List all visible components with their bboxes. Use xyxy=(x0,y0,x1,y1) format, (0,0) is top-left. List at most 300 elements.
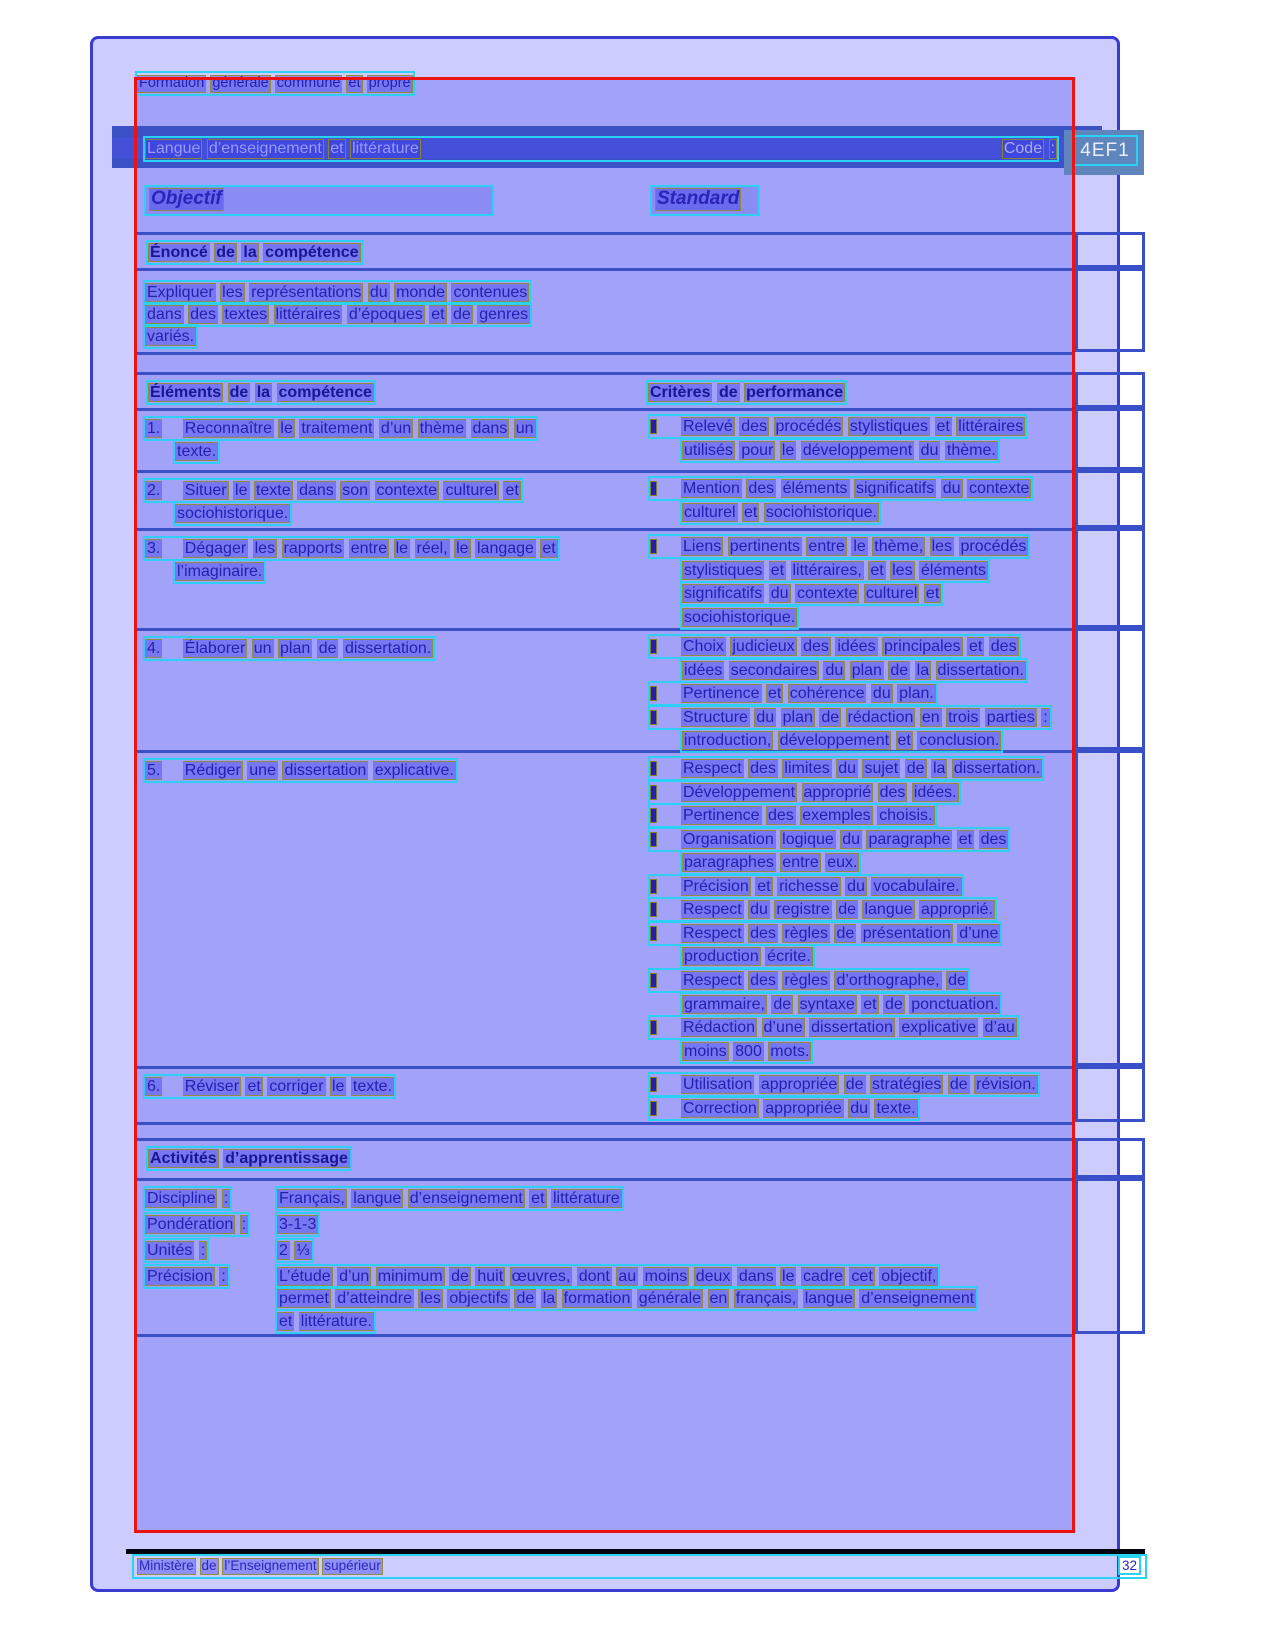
word-highlight: cadre xyxy=(802,1268,843,1285)
word-highlight: révision. xyxy=(976,1076,1036,1093)
word-highlight: de xyxy=(885,996,903,1013)
word-highlight: entre xyxy=(808,538,845,555)
annotation-box xyxy=(1075,1178,1145,1334)
word-highlight: les xyxy=(222,284,243,301)
word-highlight: plan xyxy=(782,709,813,726)
word-highlight: des xyxy=(750,972,776,989)
word-highlight: thème xyxy=(419,420,465,437)
course-title xyxy=(145,139,421,158)
word-highlight: moins xyxy=(684,1043,727,1060)
word-highlight: variés. xyxy=(147,328,195,345)
word-highlight: principales xyxy=(884,638,961,655)
word-highlight: de xyxy=(948,972,966,989)
criterion-line xyxy=(650,923,1000,944)
word-highlight: des xyxy=(750,760,776,777)
word-highlight: plan. xyxy=(899,685,934,702)
activity-field-value xyxy=(277,1266,938,1287)
word-highlight: et xyxy=(767,685,782,702)
word-highlight: idées xyxy=(837,638,876,655)
word-highlight: Correction xyxy=(683,1100,757,1117)
word-highlight: des xyxy=(990,638,1017,655)
word-highlight: Mention xyxy=(683,480,740,497)
word-highlight: la xyxy=(256,384,271,401)
word-highlight: Unités xyxy=(147,1242,193,1259)
annotation-box xyxy=(1075,408,1145,470)
word-highlight: dissertation. xyxy=(937,662,1024,679)
word-highlight: langue xyxy=(804,1290,853,1307)
word-highlight: objectif, xyxy=(881,1268,937,1285)
criterion-line xyxy=(682,946,813,967)
table-rule xyxy=(134,470,1075,473)
competence-element-line xyxy=(145,480,521,501)
table-rule xyxy=(134,232,1075,235)
word-highlight: du xyxy=(756,709,775,726)
word-highlight: procédés xyxy=(775,418,842,435)
word-highlight: pour xyxy=(741,442,774,459)
word-highlight: production xyxy=(684,948,759,965)
criterion-line xyxy=(650,707,1050,728)
word-highlight: littérature xyxy=(352,140,419,158)
word-highlight: : xyxy=(1043,709,1048,726)
criterion-line xyxy=(682,607,797,628)
word-highlight: sociohistorique. xyxy=(684,609,796,626)
word-highlight: des xyxy=(980,831,1007,848)
enonce-heading xyxy=(148,242,361,263)
word-highlight: l’Enseignement xyxy=(224,1558,317,1573)
competence-element-line xyxy=(175,441,218,462)
word-highlight: du xyxy=(842,831,861,848)
word-highlight: générale xyxy=(212,75,269,91)
word-highlight: dans xyxy=(738,1268,774,1285)
word-highlight: secondaires xyxy=(730,662,817,679)
word-highlight: de xyxy=(906,760,925,777)
word-highlight: du xyxy=(369,284,388,301)
word-highlight: Activités xyxy=(150,1150,217,1167)
word-highlight: de xyxy=(229,384,249,401)
word-highlight: d’enseignement xyxy=(409,1190,523,1207)
bullet-icon xyxy=(650,902,657,917)
page-number: 32 xyxy=(1122,1558,1138,1573)
footer-line-box xyxy=(134,1556,1145,1577)
competence-element-line xyxy=(145,638,433,659)
word-highlight: de xyxy=(516,1290,535,1307)
word-highlight: minimum xyxy=(377,1268,443,1285)
table-rule xyxy=(134,1334,1075,1337)
word-highlight: et xyxy=(897,732,911,749)
word-highlight: performance xyxy=(746,384,843,401)
word-highlight: approprié. xyxy=(920,901,994,918)
word-highlight: du xyxy=(750,901,768,918)
word-highlight: stratégies xyxy=(872,1076,942,1093)
word-highlight: de xyxy=(838,901,857,918)
word-highlight: littéraires xyxy=(958,418,1024,435)
word-highlight: littérature xyxy=(552,1190,620,1207)
word-highlight: appropriée xyxy=(765,1100,842,1117)
word-highlight: français, xyxy=(735,1290,797,1307)
word-highlight: conclusion. xyxy=(919,732,1000,749)
word-highlight: introduction, xyxy=(684,732,772,749)
word-highlight: Critères xyxy=(650,384,711,401)
word-highlight: ⅓ xyxy=(296,1242,310,1259)
word-highlight: d’une xyxy=(763,1019,803,1036)
word-highlight: texte. xyxy=(352,1078,393,1095)
word-highlight: et xyxy=(531,1190,545,1207)
word-highlight: éléments xyxy=(921,562,986,579)
word-highlight: le xyxy=(782,1268,795,1285)
criterion-line xyxy=(650,683,936,704)
word-highlight: dont xyxy=(578,1268,610,1285)
item-number: 6. xyxy=(147,1078,161,1095)
word-highlight: et xyxy=(863,996,877,1013)
item-number: 2. xyxy=(147,482,161,499)
word-highlight: compétence xyxy=(265,244,359,261)
word-highlight: réel, xyxy=(416,540,448,557)
word-highlight: dissertation. xyxy=(344,640,432,657)
code-value: 4EF1 xyxy=(1074,137,1136,164)
criterion-line xyxy=(650,899,995,920)
criterion-line xyxy=(650,829,1008,850)
word-highlight: de xyxy=(451,1268,469,1285)
bullet-icon xyxy=(650,639,657,654)
annotation-box xyxy=(1075,750,1145,1066)
enonce-line xyxy=(145,304,530,325)
activity-field-value xyxy=(277,1240,312,1261)
word-highlight: du xyxy=(825,662,844,679)
word-highlight: choisis. xyxy=(879,807,933,824)
word-highlight: grammaire, xyxy=(684,996,765,1013)
word-highlight: Élaborer xyxy=(184,640,246,657)
criterion-line xyxy=(682,1041,811,1062)
criterion-line xyxy=(682,730,1001,751)
word-highlight: Objectif xyxy=(151,188,222,209)
criterion-line xyxy=(682,994,1000,1015)
word-highlight: moins xyxy=(644,1268,688,1285)
word-highlight: et xyxy=(958,831,973,848)
word-highlight: plan xyxy=(851,662,882,679)
bullet-icon xyxy=(650,481,657,496)
word-highlight: de xyxy=(845,1076,864,1093)
word-highlight: compétence xyxy=(278,384,372,401)
annotation-box xyxy=(1075,268,1145,352)
table-rule xyxy=(134,1066,1075,1069)
table-rule xyxy=(134,408,1075,411)
criterion-line xyxy=(682,502,879,523)
enonce-line xyxy=(145,326,196,347)
word-highlight: et xyxy=(542,540,556,557)
table-rule xyxy=(134,352,1075,355)
annotation-box xyxy=(1075,372,1145,408)
word-highlight: plan xyxy=(279,640,311,657)
word-highlight: traitement xyxy=(301,420,373,437)
word-highlight: paragraphes xyxy=(684,854,774,871)
word-highlight: Relevé xyxy=(683,418,733,435)
word-highlight: d’enseignement xyxy=(208,140,322,158)
word-highlight: richesse xyxy=(779,878,839,895)
word-highlight: Reconnaître xyxy=(184,420,272,437)
competence-element-line xyxy=(175,503,290,524)
word-highlight: registre xyxy=(776,901,830,918)
word-highlight: Standard xyxy=(657,188,740,209)
word-highlight: Liens xyxy=(683,538,722,555)
word-highlight: texte. xyxy=(177,443,217,460)
word-highlight: et xyxy=(431,306,445,323)
word-highlight: en xyxy=(709,1290,728,1307)
word-highlight: et xyxy=(870,562,884,579)
word-highlight: 3-1-3 xyxy=(279,1216,317,1233)
word-highlight: logique xyxy=(782,831,834,848)
bullet-icon xyxy=(650,926,657,941)
annotation-box xyxy=(1075,528,1145,628)
word-highlight: d’un xyxy=(339,1268,370,1285)
word-highlight: d’une xyxy=(959,925,999,942)
word-highlight: et xyxy=(925,585,940,602)
word-highlight: significatifs xyxy=(684,585,763,602)
word-highlight: Français, xyxy=(279,1190,345,1207)
word-highlight: et xyxy=(757,878,771,895)
annotation-box xyxy=(1075,628,1145,750)
annotation-box xyxy=(1075,470,1145,528)
activity-field-value xyxy=(277,1311,374,1332)
word-highlight: idées. xyxy=(913,784,957,801)
word-highlight: littéraires, xyxy=(792,562,862,579)
word-highlight: de xyxy=(890,662,909,679)
bullet-icon xyxy=(650,879,657,894)
word-highlight: Rédiger xyxy=(184,762,241,779)
word-highlight: et xyxy=(744,504,758,521)
bullet-icon xyxy=(650,785,657,800)
word-highlight: le xyxy=(331,1078,345,1095)
word-highlight: l’imaginaire. xyxy=(177,563,263,580)
word-highlight: paragraphe xyxy=(868,831,951,848)
criterion-line xyxy=(650,1074,1038,1095)
word-highlight: thème, xyxy=(874,538,924,555)
word-highlight: significatifs xyxy=(856,480,935,497)
bullet-icon xyxy=(650,973,657,988)
criterion-line xyxy=(650,758,1042,779)
word-highlight: générale xyxy=(638,1290,702,1307)
word-highlight: utilisés xyxy=(684,442,733,459)
word-highlight: syntaxe xyxy=(799,996,855,1013)
standard-heading xyxy=(655,188,741,211)
word-highlight: supérieur xyxy=(324,1558,381,1573)
word-highlight: Organisation xyxy=(683,831,774,848)
word-highlight: L’étude xyxy=(279,1268,331,1285)
activity-field-label xyxy=(145,1188,230,1209)
activity-field-value xyxy=(277,1214,318,1235)
word-highlight: des xyxy=(767,807,794,824)
word-highlight: de xyxy=(949,1076,968,1093)
word-highlight: d’apprentissage xyxy=(225,1150,348,1167)
word-highlight: du xyxy=(770,585,789,602)
word-highlight: Pondération xyxy=(147,1216,234,1233)
word-highlight: et xyxy=(770,562,785,579)
word-highlight: le xyxy=(280,420,293,437)
word-highlight: d’atteindre xyxy=(337,1290,412,1307)
word-highlight: et xyxy=(279,1313,293,1330)
competence-element-line xyxy=(145,1076,394,1097)
word-highlight: limites xyxy=(784,760,830,777)
table-rule xyxy=(134,268,1075,271)
competence-element-line xyxy=(145,538,558,559)
word-highlight: 800 xyxy=(735,1043,762,1060)
word-highlight: d’un xyxy=(380,420,412,437)
word-highlight: et xyxy=(505,482,519,499)
word-highlight: règles xyxy=(784,972,828,989)
word-highlight: éléments xyxy=(782,480,848,497)
word-highlight: Langue xyxy=(147,140,201,158)
word-highlight: de xyxy=(821,709,840,726)
word-highlight: Précision xyxy=(147,1268,213,1285)
word-highlight: Dégager xyxy=(184,540,247,557)
word-highlight: propre xyxy=(368,75,411,91)
annotation-box xyxy=(1075,1066,1145,1122)
annotation-box xyxy=(1075,1138,1145,1178)
title-bar-line-box xyxy=(145,138,1057,160)
word-highlight: le xyxy=(456,540,469,557)
word-highlight: vocabulaire. xyxy=(873,878,960,895)
word-highlight: dans xyxy=(147,306,182,323)
word-highlight: et xyxy=(247,1078,261,1095)
word-highlight: formation xyxy=(563,1290,631,1307)
word-highlight: du xyxy=(850,1100,869,1117)
word-highlight: en xyxy=(921,709,940,726)
word-highlight: des xyxy=(748,480,775,497)
enonce-line xyxy=(145,282,529,303)
word-highlight: et xyxy=(348,75,361,91)
word-highlight: rédaction xyxy=(847,709,914,726)
word-highlight: des xyxy=(750,925,776,942)
word-highlight: un xyxy=(253,640,272,657)
word-highlight: : xyxy=(241,1216,247,1233)
word-highlight: du xyxy=(847,878,865,895)
word-highlight: représentations xyxy=(251,284,362,301)
criterion-line xyxy=(650,536,1028,557)
criterion-line xyxy=(650,478,1031,499)
objectif-heading-box xyxy=(146,187,492,214)
word-highlight: dans xyxy=(299,482,334,499)
word-highlight: la xyxy=(243,244,257,261)
word-highlight: Discipline xyxy=(147,1190,216,1207)
word-highlight: mots. xyxy=(770,1043,810,1060)
word-highlight: cet xyxy=(851,1268,873,1285)
word-highlight: développement xyxy=(779,732,890,749)
word-highlight: texte. xyxy=(876,1100,916,1117)
bullet-icon xyxy=(650,419,657,434)
word-highlight: des xyxy=(879,784,906,801)
word-highlight: 2 xyxy=(279,1242,288,1259)
word-highlight: Code xyxy=(1003,140,1043,158)
table-rule xyxy=(134,528,1075,531)
activity-field-label xyxy=(145,1266,228,1287)
word-highlight: les xyxy=(892,562,913,579)
word-highlight: des xyxy=(741,418,768,435)
word-highlight: les xyxy=(254,540,276,557)
word-highlight: : xyxy=(223,1190,229,1207)
word-highlight: contexte xyxy=(796,585,858,602)
bullet-icon xyxy=(650,1077,657,1092)
word-highlight: de xyxy=(718,384,738,401)
word-highlight: Énoncé xyxy=(150,244,208,261)
criterion-line xyxy=(650,782,959,803)
word-highlight: deux xyxy=(695,1268,731,1285)
word-highlight: thème. xyxy=(946,442,996,459)
bullet-icon xyxy=(650,686,657,701)
word-highlight: : xyxy=(1050,140,1055,158)
word-highlight: Situer xyxy=(184,482,227,499)
word-highlight: dissertation. xyxy=(953,760,1041,777)
word-highlight: sociohistorique. xyxy=(765,504,877,521)
word-highlight: pertinents xyxy=(729,538,800,555)
item-number: 4. xyxy=(147,640,161,657)
word-highlight: les xyxy=(420,1290,441,1307)
word-highlight: Ministère xyxy=(139,1558,194,1573)
item-number: 5. xyxy=(147,762,161,779)
word-highlight: monde xyxy=(396,284,445,301)
word-highlight: langue xyxy=(353,1190,402,1207)
word-highlight: culturel xyxy=(445,482,498,499)
word-highlight: des xyxy=(190,306,216,323)
criterion-line xyxy=(650,636,1019,657)
word-highlight: rapports xyxy=(283,540,343,557)
table-rule xyxy=(134,1122,1075,1125)
word-highlight: eux. xyxy=(827,854,858,871)
word-highlight: : xyxy=(221,1268,226,1285)
word-highlight: procédés xyxy=(960,538,1027,555)
criterion-line xyxy=(650,416,1025,437)
word-highlight: Respect xyxy=(683,925,742,942)
criterion-line xyxy=(682,660,1026,681)
item-number: 1. xyxy=(147,420,161,437)
word-highlight: Structure xyxy=(683,709,748,726)
word-highlight: commune xyxy=(276,75,341,91)
word-highlight: : xyxy=(200,1242,206,1259)
word-highlight: Respect xyxy=(683,760,742,777)
activity-field-label xyxy=(145,1240,207,1261)
competence-element-line xyxy=(145,418,536,439)
word-highlight: permet xyxy=(279,1290,329,1307)
top-label xyxy=(137,73,413,94)
word-highlight: Rédaction xyxy=(683,1019,756,1036)
word-highlight: une xyxy=(249,762,276,779)
word-highlight: la xyxy=(932,760,946,777)
word-highlight: dissertation xyxy=(284,762,367,779)
word-highlight: Réviser xyxy=(184,1078,240,1095)
table-rule xyxy=(134,372,1075,375)
word-highlight: contexte xyxy=(376,482,437,499)
word-highlight: le xyxy=(853,538,866,555)
word-highlight: textes xyxy=(224,306,268,323)
word-highlight: stylistiques xyxy=(849,418,929,435)
word-highlight: Éléments xyxy=(150,384,222,401)
word-highlight: langue xyxy=(864,901,913,918)
criterion-line xyxy=(682,583,941,604)
word-highlight: et xyxy=(330,140,344,158)
activites-heading xyxy=(148,1148,350,1169)
word-highlight: langage xyxy=(477,540,534,557)
word-highlight: et xyxy=(936,418,950,435)
word-highlight: entre xyxy=(350,540,388,557)
table-rule xyxy=(134,628,1075,631)
activity-field-label xyxy=(145,1214,248,1235)
criterion-line xyxy=(682,852,859,873)
word-highlight: idées xyxy=(684,662,723,679)
criteres-heading xyxy=(648,382,845,403)
word-highlight: judicieux xyxy=(732,638,795,655)
word-highlight: Pertinence xyxy=(683,685,760,702)
word-highlight: cohérence xyxy=(789,685,865,702)
word-highlight: culturel xyxy=(684,504,736,521)
word-highlight: son xyxy=(342,482,369,499)
